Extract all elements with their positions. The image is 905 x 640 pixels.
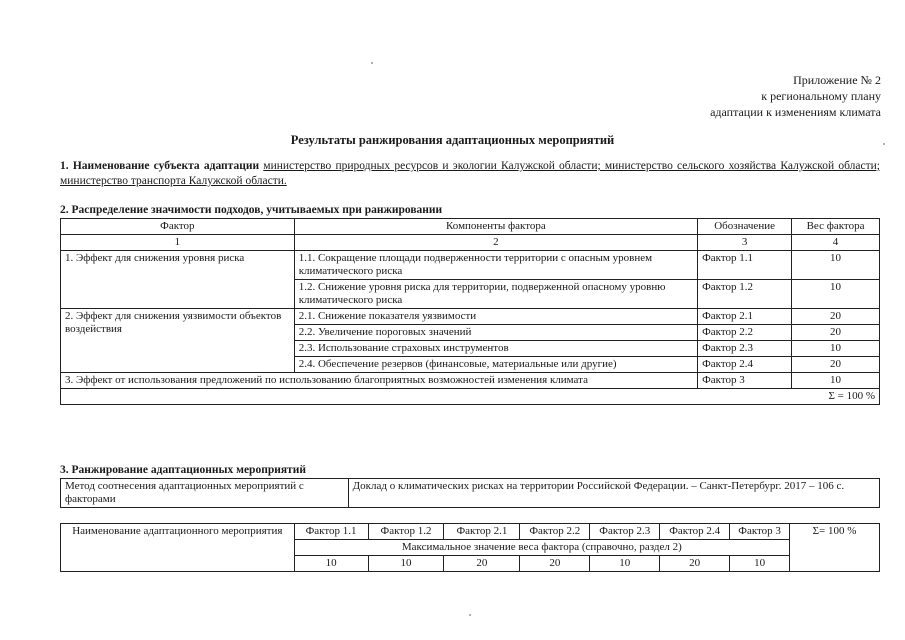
weight-cell: 20 <box>792 325 880 341</box>
max-weight-value: 10 <box>590 556 660 572</box>
max-weight-value: 20 <box>520 556 590 572</box>
ranking-table <box>60 523 880 572</box>
method-value-cell: Доклад о климатических рисках на территории Российской Федерации. – Санкт-Петербург. 2017 – 106 с. <box>348 479 879 508</box>
column-number: 1 <box>61 235 295 251</box>
code-cell: Фактор 2.2 <box>698 325 792 341</box>
appendix-note <box>710 72 881 120</box>
table-row <box>61 251 880 280</box>
factor-1-cell: 1. Эффект для снижения уровня риска <box>61 251 295 309</box>
weight-cell: 10 <box>792 341 880 357</box>
appendix-line-3: адаптации к изменениям климата <box>710 105 881 119</box>
section-3-heading: 3. Ранжирование адаптационных мероприятий <box>60 464 306 476</box>
max-weight-value: 10 <box>368 556 444 572</box>
max-weight-value: 20 <box>660 556 730 572</box>
max-weight-value: 20 <box>444 556 520 572</box>
sum-header: Σ= 100 % <box>790 524 880 572</box>
column-number: 2 <box>294 235 697 251</box>
factor-header: Фактор 2.1 <box>444 524 520 540</box>
max-weight-value: 10 <box>730 556 790 572</box>
column-number: 3 <box>698 235 792 251</box>
measure-name-header: Наименование адаптационного мероприятия <box>61 524 295 572</box>
column-header-factor: Фактор <box>61 219 295 235</box>
weight-cell: 20 <box>792 357 880 373</box>
document-title: Результаты ранжирования адаптационных мероприятий <box>290 133 615 147</box>
factor-weights-table <box>60 218 880 405</box>
scan-speck <box>371 62 373 64</box>
factor-header: Фактор 1.1 <box>294 524 368 540</box>
weight-cell: 10 <box>792 251 880 280</box>
weight-cell: 20 <box>792 309 880 325</box>
section-1-heading: 1. Наименование субъекта адаптации <box>60 160 260 172</box>
component-cell: 1.2. Снижение уровня риска для территории, подверженной опасному уровню климатического риска <box>294 280 697 309</box>
component-cell: 2.2. Увеличение пороговых значений <box>294 325 697 341</box>
table-header-row <box>61 219 880 235</box>
factor-header: Фактор 3 <box>730 524 790 540</box>
table-row <box>61 524 880 540</box>
column-number: 4 <box>792 235 880 251</box>
max-weight-value: 10 <box>294 556 368 572</box>
table-row <box>61 309 880 325</box>
code-cell: Фактор 2.1 <box>698 309 792 325</box>
appendix-line-2: к региональному плану <box>761 89 881 103</box>
scan-speck <box>469 614 471 616</box>
weight-cell: 10 <box>792 280 880 309</box>
code-cell: Фактор 1.2 <box>698 280 792 309</box>
method-table <box>60 478 880 508</box>
method-label-cell: Метод соотнесения адаптационных мероприятий с факторами <box>61 479 349 508</box>
component-cell: 2.3. Использование страховых инструментов <box>294 341 697 357</box>
factor-header: Фактор 2.4 <box>660 524 730 540</box>
component-cell: 2.1. Снижение показателя уязвимости <box>294 309 697 325</box>
code-cell: Фактор 2.3 <box>698 341 792 357</box>
section-1 <box>60 159 880 189</box>
total-row <box>61 389 880 405</box>
section-2-heading: 2. Распределение значимости подходов, учитываемых при ранжировании <box>60 204 443 216</box>
code-cell: Фактор 2.4 <box>698 357 792 373</box>
weight-cell: 10 <box>792 373 880 389</box>
column-numbers-row <box>61 235 880 251</box>
component-cell: 2.4. Обеспечение резервов (финансовые, материальные или другие) <box>294 357 697 373</box>
factor-header: Фактор 2.2 <box>520 524 590 540</box>
appendix-line-1: Приложение № 2 <box>793 73 881 87</box>
factor-header: Фактор 1.2 <box>368 524 444 540</box>
code-cell: Фактор 3 <box>698 373 792 389</box>
max-weight-label: Максимальное значение веса фактора (справочно, раздел 2) <box>294 540 789 556</box>
section-1-text: министерство природных ресурсов и экологии Калужской области; министерство сельского хозяйства Калужской области; министерство транспорта Калужской области. <box>60 160 881 187</box>
component-cell: 1.1. Сокращение площади подверженности территории с опасным уровнем климатического риска <box>294 251 697 280</box>
column-header-components: Компоненты фактора <box>294 219 697 235</box>
column-header-weight: Вес фактора <box>792 219 880 235</box>
table-row <box>61 479 880 508</box>
code-cell: Фактор 1.1 <box>698 251 792 280</box>
factor-header: Фактор 2.3 <box>590 524 660 540</box>
table-row <box>61 373 880 389</box>
column-header-code: Обозначение <box>698 219 792 235</box>
factor-2-cell: 2. Эффект для снижения уязвимости объектов воздействия <box>61 309 295 373</box>
total-cell: Σ = 100 % <box>61 389 880 405</box>
scan-speck <box>883 143 885 145</box>
factor-3-cell: 3. Эффект от использования предложений по использованию благоприятных возможностей изменения климата <box>61 373 698 389</box>
